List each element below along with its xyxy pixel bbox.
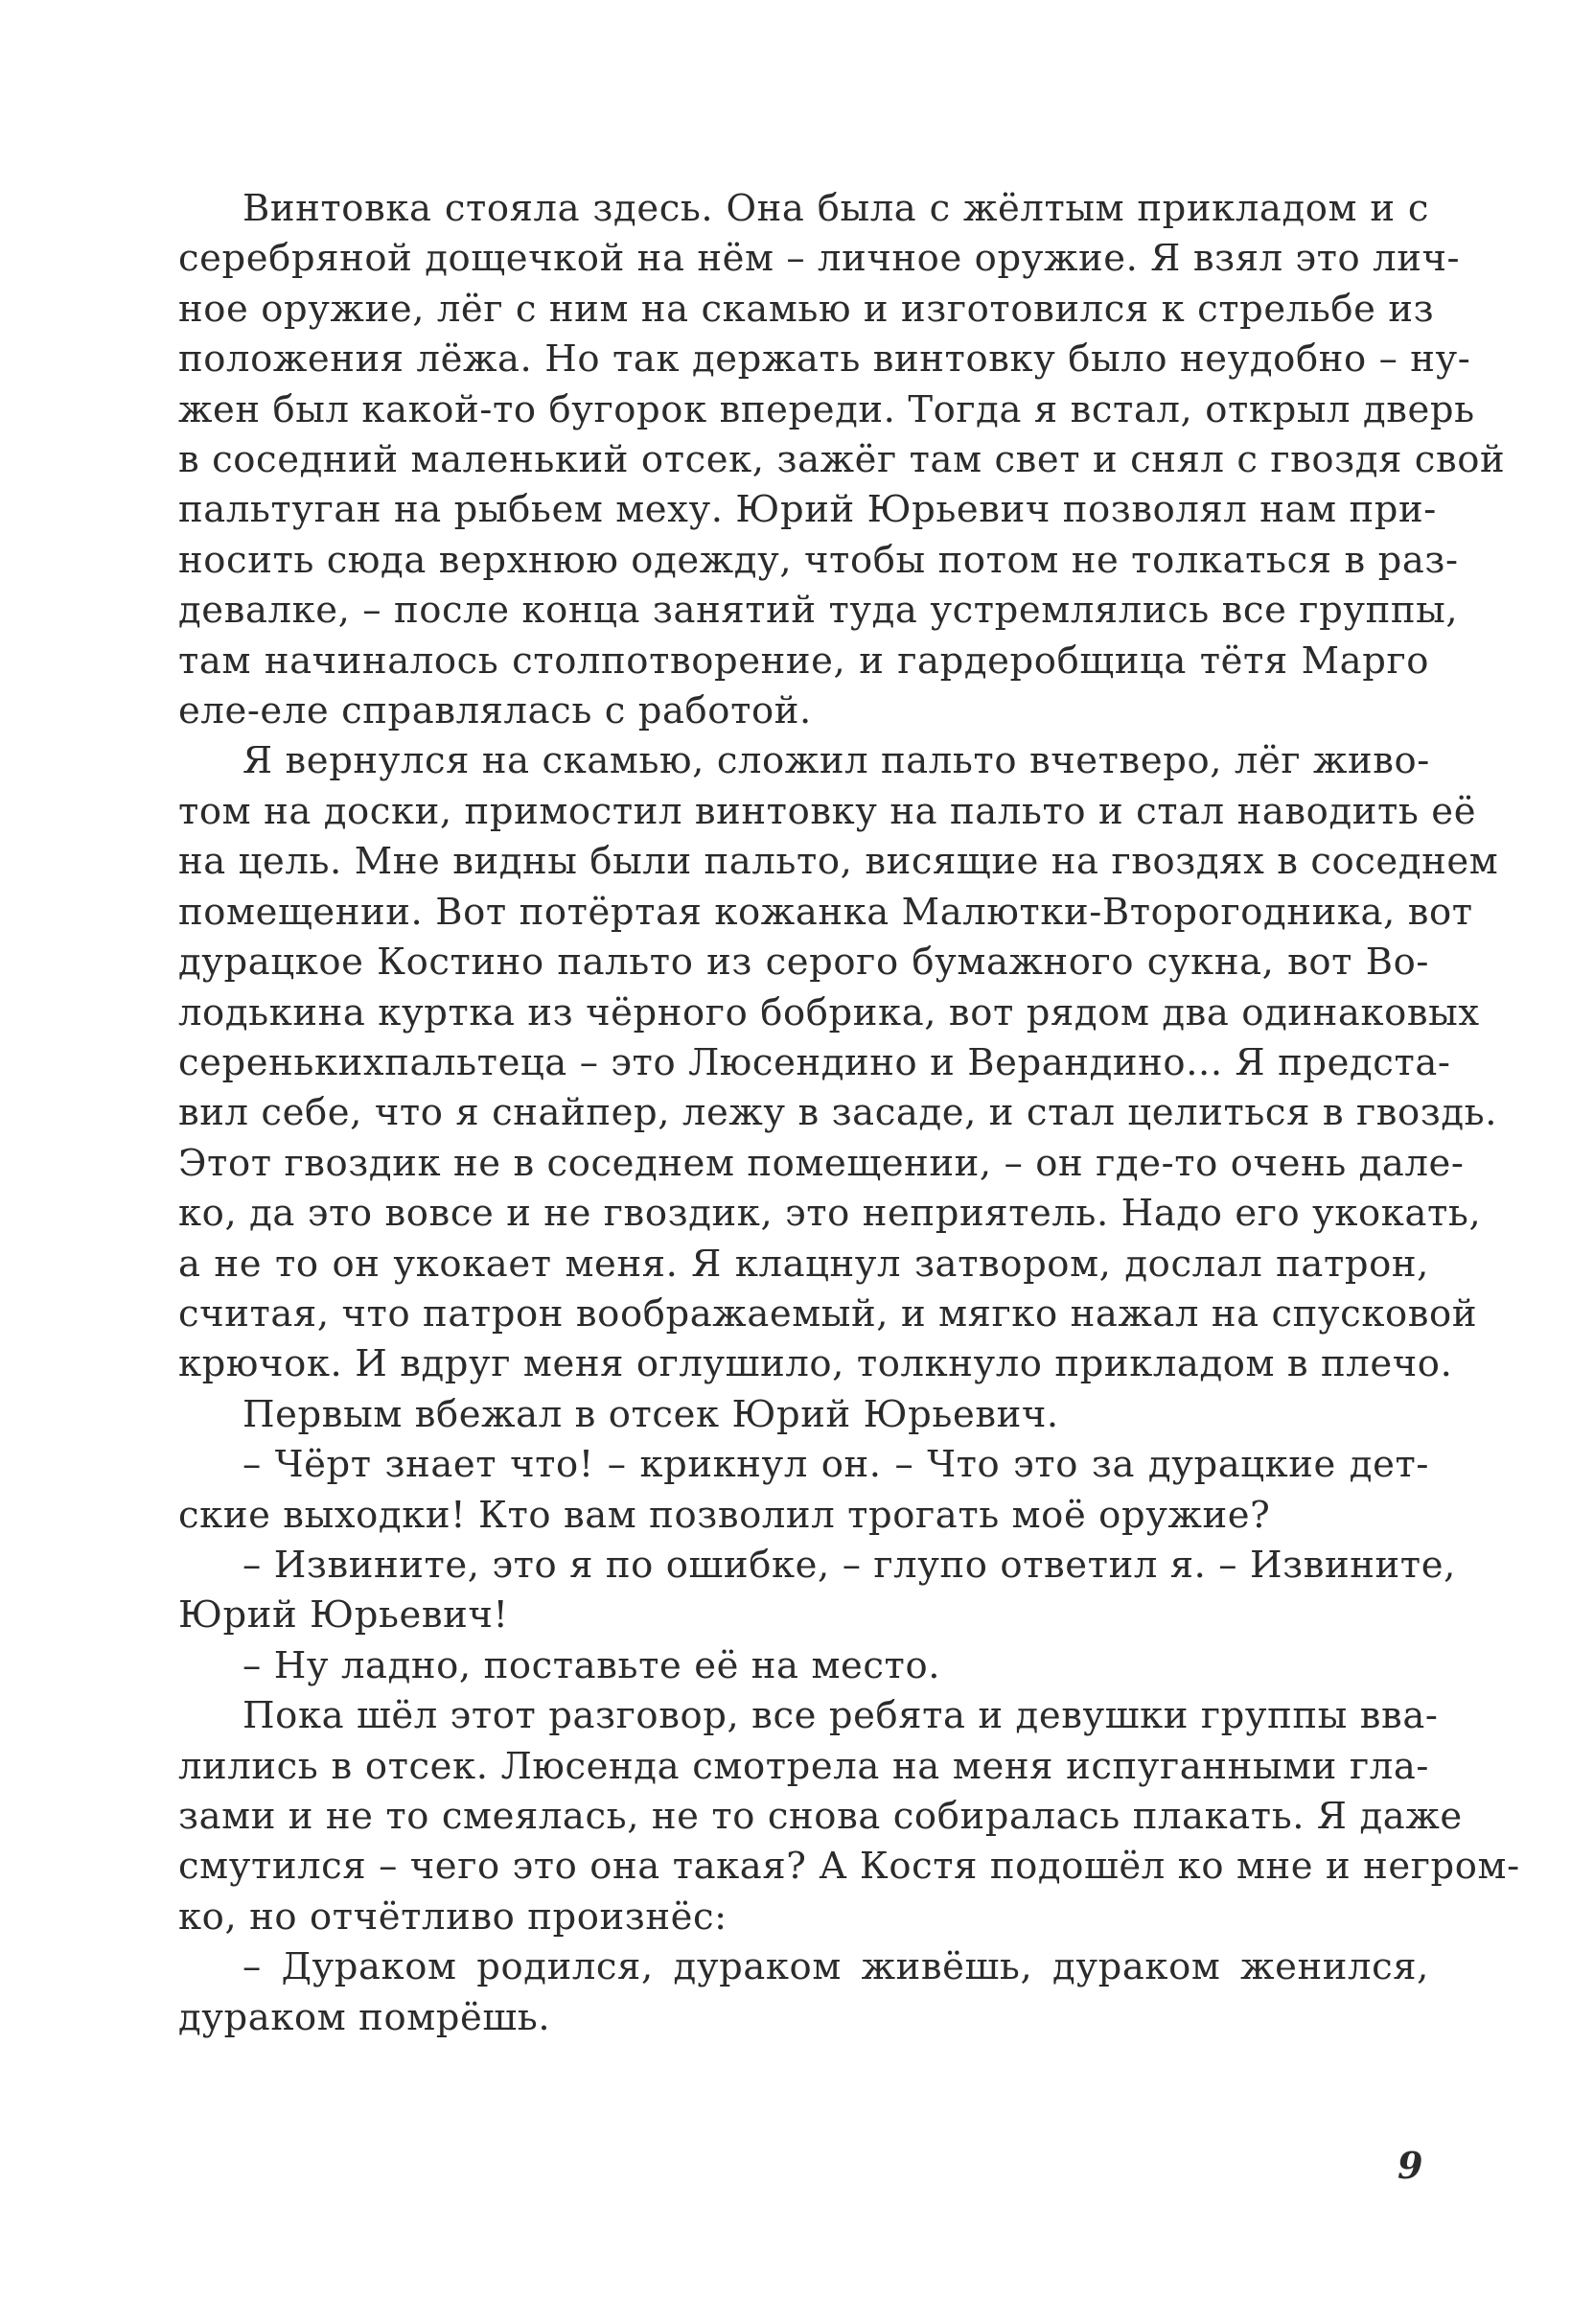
text-line: том на доски, примостил винтовку на пальто и стал наводить её	[178, 789, 1477, 833]
text-line: ские выходки! Кто вам позволил трогать моё оружие?	[178, 1493, 1271, 1537]
text-line: серебряной дощечкой на нём – личное оружие. Я взял это лич-	[178, 237, 1461, 281]
text-line: смутился – чего это она такая? А Костя подошёл ко мне и негром-	[178, 1845, 1520, 1889]
text-line: крючок. И вдруг меня оглушило, толкнуло прикладом в плечо.	[178, 1342, 1453, 1386]
paragraph-1	[178, 184, 1506, 736]
text-line: Первым вбежал в отсек Юрий Юрьевич.	[243, 1392, 1059, 1436]
text-line: – Ну ладно, поставьте её на место.	[243, 1643, 941, 1687]
page-number: 9	[1398, 2144, 1423, 2187]
paragraph-3	[178, 1390, 1429, 1440]
text-line: жен был какой-то бугорок впереди. Тогда я встал, открыл дверь	[178, 387, 1475, 431]
text-line: ное оружие, лёг с ним на скамью и изготовился к стрельбе из	[178, 287, 1435, 331]
paragraph-2	[178, 736, 1499, 1389]
paragraph-4	[178, 1440, 1429, 1541]
text-line: зами и не то смеялась, не то снова собиралась плакать. Я даже	[178, 1795, 1463, 1838]
text-line: ко, да это вовсе и не гвоздик, это неприятель. Надо его укокать,	[178, 1192, 1482, 1236]
text-line: еле-еле справлялась с работой.	[178, 689, 812, 733]
text-line: пальтуган на рыбьем меху. Юрий Юрьевич позволял нам при-	[178, 488, 1437, 532]
text-line: носить сюда верхнюю одежду, чтобы потом не толкаться в раз-	[178, 538, 1459, 582]
text-line: девалке, – после конца занятий туда устремлялись все группы,	[178, 589, 1459, 633]
text-line: на цель. Мне видны были пальто, висящие на гвоздях в соседнем	[178, 840, 1499, 884]
text-line: – Извините, это я по ошибке, – глупо ответил я. – Извините,	[243, 1543, 1456, 1587]
text-line: Винтовка стояла здесь. Она была с жёлтым прикладом и с	[243, 187, 1429, 230]
text-line: Юрий Юрьевич!	[178, 1593, 509, 1638]
text-line: помещении. Вот потёртая кожанка Малютки-Второгодника, вот	[178, 890, 1473, 934]
text-line: дурацкое Костино пальто из серого бумажного сукна, вот Во-	[178, 941, 1429, 985]
text-line: лодькина куртка из чёрного бобрика, вот рядом два одинаковых	[178, 990, 1480, 1034]
paragraph-5	[178, 1541, 1456, 1641]
text-line: – Дураком родился, дураком живёшь, дураком женился,	[243, 1945, 1429, 1989]
text-line: серенькихпальтеца – это Люсендино и Верандино... Я предста-	[178, 1040, 1451, 1084]
text-line: лились в отсек. Люсенда смотрела на меня испуганными гла-	[178, 1744, 1429, 1788]
text-line: Я вернулся на скамью, сложил пальто вчетверо, лёг живо-	[243, 739, 1430, 783]
text-line: считая, что патрон воображаемый, и мягко нажал на спусковой	[178, 1291, 1478, 1336]
text-line: там начиналось столпотворение, и гардеробщица тётя Марго	[178, 639, 1429, 683]
text-line: вил себе, что я снайпер, лежу в засаде, и стал целиться в гвоздь.	[178, 1091, 1498, 1135]
text-line: положения лёжа. Но так держать винтовку было неудобно – ну-	[178, 337, 1471, 382]
text-line: Этот гвоздик не в соседнем помещении, – он где-то очень дале-	[178, 1141, 1465, 1185]
text-line: а не то он укокает меня. Я клацнул затвором, дослал патрон,	[178, 1242, 1429, 1286]
paragraph-8	[178, 1942, 1429, 2043]
text-line: Пока шёл этот разговор, все ребята и девушки группы вва-	[243, 1694, 1439, 1738]
text-line: ко, но отчётливо произнёс:	[178, 1894, 728, 1939]
text-line: в соседний маленький отсек, зажёг там свет и снял с гвоздя свой	[178, 438, 1506, 482]
page-body	[178, 184, 1520, 2043]
text-line: – Чёрт знает что! – крикнул он. – Что это за дурацкие дет-	[243, 1443, 1429, 1487]
paragraph-7	[178, 1691, 1520, 1942]
text-line: дураком помрёшь.	[178, 1995, 551, 2039]
paragraph-6	[178, 1641, 1429, 1691]
